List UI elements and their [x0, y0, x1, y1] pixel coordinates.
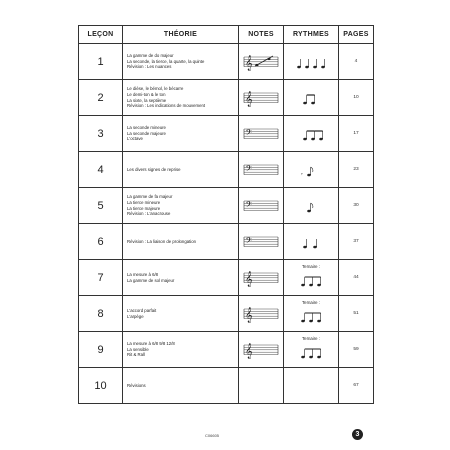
lesson-theory	[123, 188, 239, 224]
lesson-table	[78, 25, 374, 404]
page-number-badge: 3	[352, 429, 363, 440]
rhythm-notation-icon	[284, 195, 338, 217]
rhythm-notation-icon	[284, 341, 338, 363]
lesson-page: 23	[339, 152, 374, 188]
svg-text:𝄾: 𝄾	[301, 171, 303, 178]
theory-line: La tierce majeure	[127, 205, 161, 211]
rhythm-notation-icon	[284, 123, 338, 145]
theory-line: La gamme de fa majeur	[127, 194, 173, 200]
theory-line: La gamme de do majeur	[127, 53, 174, 59]
lesson-theory	[123, 152, 239, 188]
rhythm-notation-icon	[284, 51, 338, 73]
bass-staff-icon	[239, 195, 283, 217]
svg-text:𝄞: 𝄞	[245, 343, 253, 359]
lesson-rythmes	[284, 188, 339, 224]
treble-bass-staff-icon	[239, 51, 283, 73]
lesson-notes	[239, 152, 284, 188]
lesson-notes	[239, 116, 284, 152]
rythme-label: Ternaire :	[302, 264, 320, 269]
lesson-number: 4	[79, 152, 123, 188]
table-header-row	[79, 26, 374, 44]
table-row	[79, 188, 374, 224]
lesson-rythmes	[284, 332, 339, 368]
lesson-theory	[123, 224, 239, 260]
lesson-number: 2	[79, 80, 123, 116]
theory-line: Révisions	[127, 382, 146, 388]
theory-line: La sensible	[127, 346, 149, 352]
lesson-page: 37	[339, 224, 374, 260]
lesson-notes	[239, 260, 284, 296]
theory-line: La mesure à 6/8 9/8 12/8	[127, 341, 175, 347]
table-row	[79, 44, 374, 80]
svg-text:𝄢: 𝄢	[245, 200, 252, 212]
table-row	[79, 152, 374, 188]
lesson-theory	[123, 116, 239, 152]
lesson-number: 3	[79, 116, 123, 152]
theory-line: La gamme de sol majeur	[127, 277, 175, 283]
theory-line: Révision : La liaison de prolongation	[127, 238, 197, 244]
lesson-number: 8	[79, 296, 123, 332]
theory-line: L'octave	[127, 136, 143, 142]
table-row	[79, 296, 374, 332]
header-pages: PAGES	[339, 26, 374, 44]
theory-line: La seconde majeure	[127, 130, 166, 136]
lesson-page: 67	[339, 368, 374, 404]
lesson-number: 9	[79, 332, 123, 368]
lesson-page: 59	[339, 332, 374, 368]
lesson-rythmes	[284, 116, 339, 152]
bass-staff-icon	[239, 123, 283, 145]
lesson-theory	[123, 332, 239, 368]
lesson-number: 5	[79, 188, 123, 224]
svg-text:𝄢: 𝄢	[245, 236, 252, 248]
rythme-label: Ternaire :	[302, 300, 320, 305]
header-lecon: LEÇON	[79, 26, 123, 44]
lesson-notes	[239, 224, 284, 260]
svg-text:𝄢: 𝄢	[245, 164, 252, 176]
footer-code: C06605	[205, 433, 220, 438]
treble-staff-icon	[239, 339, 283, 361]
theory-line: Le dièse, le bémol, le bécarre	[127, 86, 184, 92]
lesson-notes	[239, 188, 284, 224]
lesson-page: 10	[339, 80, 374, 116]
treble-staff-icon	[239, 303, 283, 325]
rhythm-notation-icon	[284, 159, 338, 181]
svg-text:𝄞: 𝄞	[245, 271, 253, 287]
table-row	[79, 224, 374, 260]
lesson-page: 17	[339, 116, 374, 152]
lesson-rythmes	[284, 80, 339, 116]
rhythm-notation-icon	[284, 269, 338, 291]
lesson-page: 30	[339, 188, 374, 224]
theory-line: Le demi-ton & le ton	[127, 91, 166, 97]
lesson-number: 1	[79, 44, 123, 80]
table-row	[79, 80, 374, 116]
treble-staff-icon	[239, 87, 283, 109]
theory-line: La seconde mineure	[127, 125, 166, 131]
lesson-notes	[239, 80, 284, 116]
lesson-page: 4	[339, 44, 374, 80]
theory-line: La tierce mineure	[127, 199, 161, 205]
lesson-theory	[123, 80, 239, 116]
lesson-notes	[239, 44, 284, 80]
header-notes: NOTES	[239, 26, 284, 44]
lesson-page: 51	[339, 296, 374, 332]
lesson-theory	[123, 368, 239, 404]
lesson-notes	[239, 296, 284, 332]
lesson-theory	[123, 296, 239, 332]
lesson-rythmes	[284, 224, 339, 260]
svg-text:𝄞: 𝄞	[245, 91, 253, 107]
lesson-theory	[123, 44, 239, 80]
theory-line: La seconde, la tierce, la quarte, la quinte	[127, 58, 205, 64]
header-theorie: THÉORIE	[123, 26, 239, 44]
theory-line: La sixte, la septième	[127, 97, 167, 103]
bass-staff-icon	[239, 159, 283, 181]
theory-line: L'accord parfait	[127, 307, 157, 313]
svg-text:𝄞: 𝄞	[245, 55, 253, 71]
treble-staff-icon	[239, 267, 283, 289]
table-row	[79, 368, 374, 404]
rhythm-notation-icon	[284, 231, 338, 253]
lesson-notes	[239, 332, 284, 368]
lesson-theory	[123, 260, 239, 296]
lesson-page: 44	[339, 260, 374, 296]
theory-line: Révision : Les indications de mouvement	[127, 103, 206, 109]
lesson-number: 6	[79, 224, 123, 260]
svg-text:𝄞: 𝄞	[245, 307, 253, 323]
lesson-rythmes	[284, 260, 339, 296]
table-row	[79, 332, 374, 368]
lesson-number: 10	[79, 368, 123, 404]
rhythm-notation-icon	[284, 87, 338, 109]
lesson-rythmes	[284, 296, 339, 332]
lesson-notes	[239, 368, 284, 404]
table-row	[79, 260, 374, 296]
rythme-label: Ternaire :	[302, 336, 320, 341]
theory-line: L'arpège	[127, 313, 144, 319]
bass-staff-icon	[239, 231, 283, 253]
header-rythmes: RYTHMES	[284, 26, 339, 44]
theory-line: Révision : L'anacrouse	[127, 211, 171, 217]
theory-line: Les divers signes de reprise	[127, 166, 181, 172]
theory-line: Rit & Rall	[127, 352, 145, 358]
lesson-rythmes	[284, 44, 339, 80]
table-row	[79, 116, 374, 152]
svg-text:𝄢: 𝄢	[245, 128, 252, 140]
lesson-number: 7	[79, 260, 123, 296]
theory-line: Révision : Les nuances	[127, 64, 172, 70]
rhythm-notation-icon	[284, 305, 338, 327]
theory-line: La mesure à 6/8	[127, 271, 159, 277]
lesson-rythmes	[284, 368, 339, 404]
lesson-rythmes	[284, 152, 339, 188]
